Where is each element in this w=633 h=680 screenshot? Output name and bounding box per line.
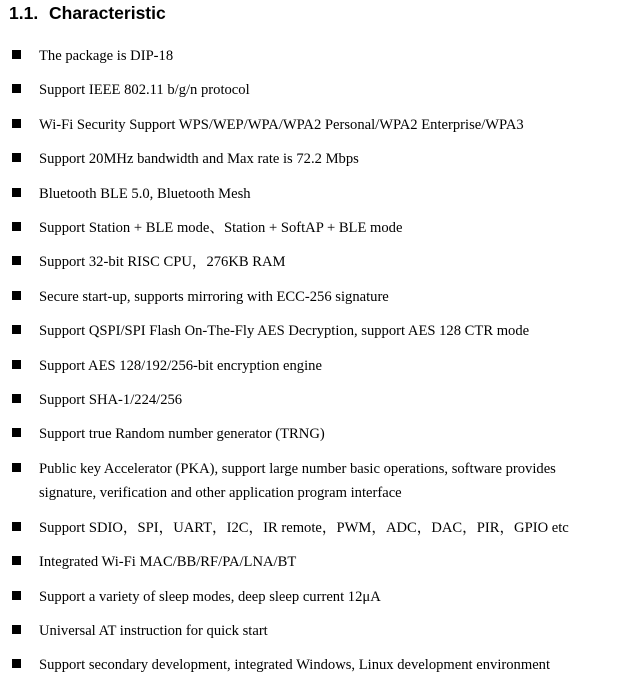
bullet-icon xyxy=(12,119,21,128)
list-item-text: Support QSPI/SPI Flash On-The-Fly AES Decryption, support AES 128 CTR mode xyxy=(39,323,530,340)
list-item-text: Support Station + BLE mode、Station + SoftAP + BLE mode xyxy=(39,220,403,236)
bullet-icon xyxy=(12,325,21,334)
section-number: 1.1. xyxy=(9,3,39,23)
bullet-icon xyxy=(12,522,21,531)
bullet-icon xyxy=(12,625,21,634)
list-item-text: Support AES 128/192/256-bit encryption engine xyxy=(39,357,322,374)
list-item-text: Support IEEE 802.11 b/g/n protocol xyxy=(39,82,250,99)
list-item-text: Support 20MHz bandwidth and Max rate is 72.2 Mbps xyxy=(39,151,359,168)
bullet-icon xyxy=(12,291,21,300)
list-item-text: signature, verification and other application program interface xyxy=(39,485,402,502)
bullet-icon xyxy=(12,428,21,437)
bullet-icon xyxy=(12,153,21,162)
bullet-icon xyxy=(12,222,21,231)
bullet-icon xyxy=(12,84,21,93)
bullet-icon xyxy=(12,394,21,403)
list-item-text: Support a variety of sleep modes, deep sleep current 12μA xyxy=(39,588,381,605)
list-item-text: Bluetooth BLE 5.0, Bluetooth Mesh xyxy=(39,185,251,202)
bullet-icon xyxy=(12,50,21,59)
section-title-text: Characteristic xyxy=(49,3,166,23)
list-item-text: Support true Random number generator (TRNG) xyxy=(39,426,325,443)
section-title xyxy=(9,1,166,25)
bullet-icon xyxy=(12,659,21,668)
list-item-text: Wi-Fi Security Support WPS/WEP/WPA/WPA2 Personal/WPA2 Enterprise/WPA3 xyxy=(39,116,524,133)
list-item-text: Universal AT instruction for quick start xyxy=(39,622,268,639)
list-item-text: Integrated Wi-Fi MAC/BB/RF/PA/LNA/BT xyxy=(39,554,297,571)
bullet-icon xyxy=(12,591,21,600)
list-item-text: Public key Accelerator (PKA), support large number basic operations, software provides xyxy=(39,460,556,477)
list-item-text: Support secondary development, integrated Windows, Linux development environment xyxy=(39,657,551,674)
list-item-text: Support 32-bit RISC CPU，276KB RAM xyxy=(39,254,286,271)
bullet-icon xyxy=(12,556,21,565)
bullet-icon xyxy=(12,256,21,265)
list-item-text: Secure start-up, supports mirroring with ECC-256 signature xyxy=(39,288,389,305)
bullet-icon xyxy=(12,360,21,369)
bullet-icon xyxy=(12,463,21,472)
list-item-text: The package is DIP-18 xyxy=(39,48,174,64)
bullet-icon xyxy=(12,188,21,197)
list-item-text: Support SHA-1/224/256 xyxy=(39,392,183,408)
list-item-text: Support SDIO，SPI，UART，I2C，IR remote，PWM，ADC，DAC，PIR，GPIO etc xyxy=(39,519,569,536)
